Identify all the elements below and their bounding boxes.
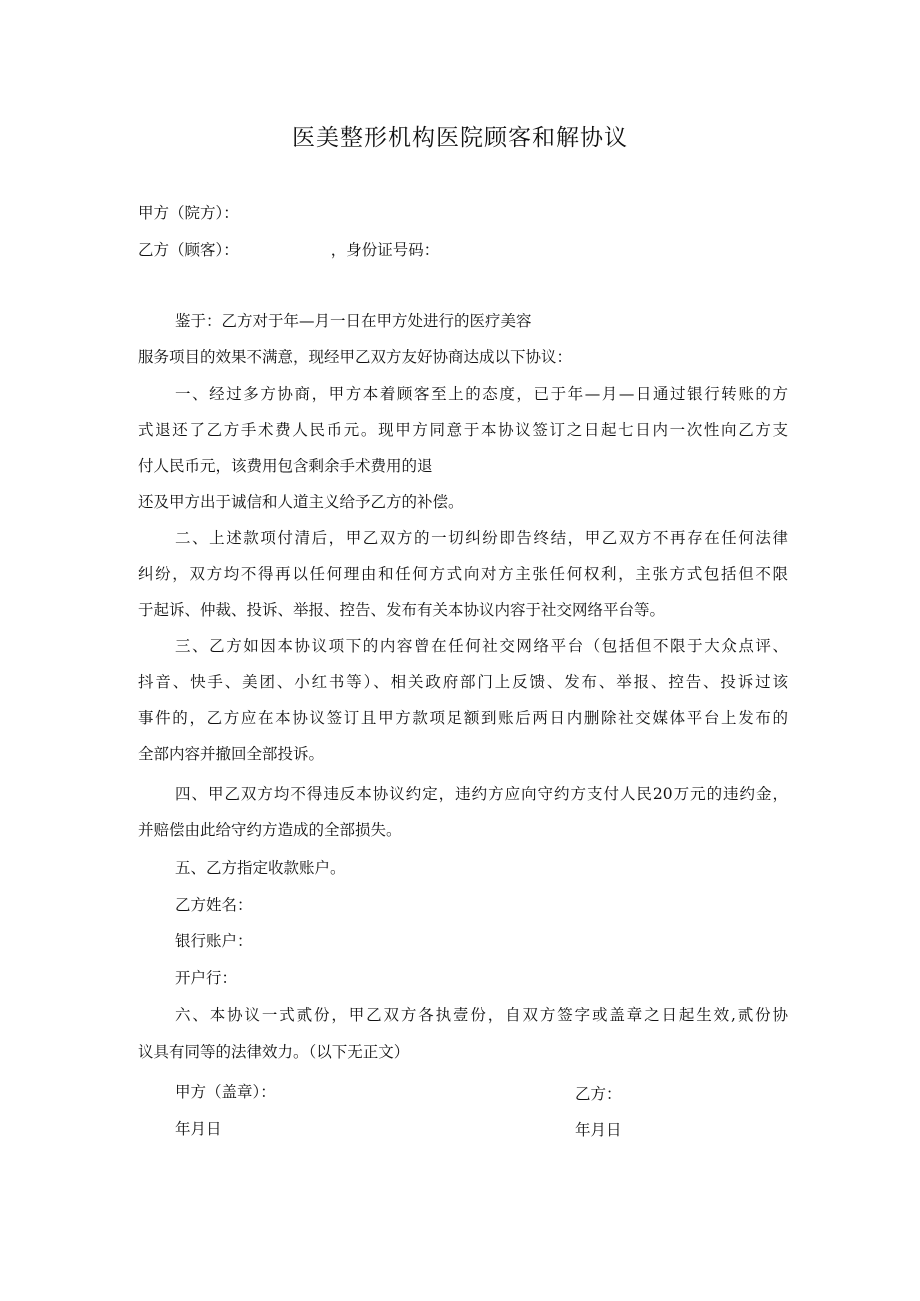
preamble-line-1: 鉴于：乙方对于年—月一日在甲方处进行的医疗美容 [175,312,532,330]
clause-3-line-4: 全部内容并撤回全部投诉。 [138,745,325,763]
bank-account-field: 银行账户： [175,932,253,950]
clause-5: 五、乙方指定收款账户。 [175,859,346,877]
clause-1-line-2: 式退还了乙方手术费人民币元。现甲方同意于本协议签订之日起七日内一次性向乙方支 [138,421,788,439]
clause-4-line-1: 四、甲乙双方均不得违反本协议约定，违约方应向守约方支付人民20万元的违约金， [175,785,788,803]
party-b-label: 乙方（顾客）： [138,241,239,259]
preamble-line-2: 服务项目的效果不满意，现经甲乙双方友好协商达成以下协议： [138,348,573,366]
bank-branch-field: 开户行： [175,969,238,987]
party-a-line: 甲方（院方）： [138,204,239,222]
party-a-signature: 甲方（盖章）： [175,1083,276,1101]
party-a-date: 年月日 [175,1120,222,1138]
clause-1-line-3: 付人民币元，该费用包含剩余手术费用的退 [138,457,433,475]
clause-4-line-2: 并赔偿由此给守约方造成的全部损失。 [138,821,402,839]
clause-3-line-3: 事件的，乙方应在本协议签订且甲方款项足额到账后两日内删除社交媒体平台上发布的 [138,709,788,727]
clause-2-line-1: 二、上述款项付清后，甲乙双方的一切纠纷即告终结，甲乙双方不再存在任何法律 [175,529,788,547]
clause-3-line-2: 抖音、快手、美团、小红书等）、相关政府部门上反馈、发布、举报、控告、投诉过该 [138,673,788,691]
party-b-date: 年月日 [575,1121,622,1139]
party-b-line [138,239,788,261]
document-title: 医美整形机构医院顾客和解协议 [292,125,628,151]
clause-2-line-2: 纠纷，双方均不得再以任何理由和任何方式向对方主张任何权利，主张方式包括但不限 [138,565,788,583]
party-b-signature: 乙方： [575,1085,622,1103]
payee-name-field: 乙方姓名： [175,896,253,914]
clause-6-line-2: 议具有同等的法律效力。（以下无正文） [138,1043,410,1061]
clause-6-line-1: 六、本协议一式贰份，甲乙双方各执壹份，自双方签字或盖章之日起生效,贰份协 [175,1006,788,1024]
clause-1-line-1: 一、经过多方协商，甲方本着顾客至上的态度，已于年—月—日通过银行转账的方 [175,385,788,403]
clause-1-line-4: 还及甲方出于诚信和人道主义给予乙方的补偿。 [138,493,464,511]
party-b-id-label: ，身份证号码： [330,241,440,259]
clause-2-line-3: 于起诉、仲裁、投诉、举报、控告、发布有关本协议内容于社交网络平台等。 [138,601,666,619]
clause-3-line-1: 三、乙方如因本协议项下的内容曾在任何社交网络平台（包括但不限于大众点评、 [175,637,788,655]
